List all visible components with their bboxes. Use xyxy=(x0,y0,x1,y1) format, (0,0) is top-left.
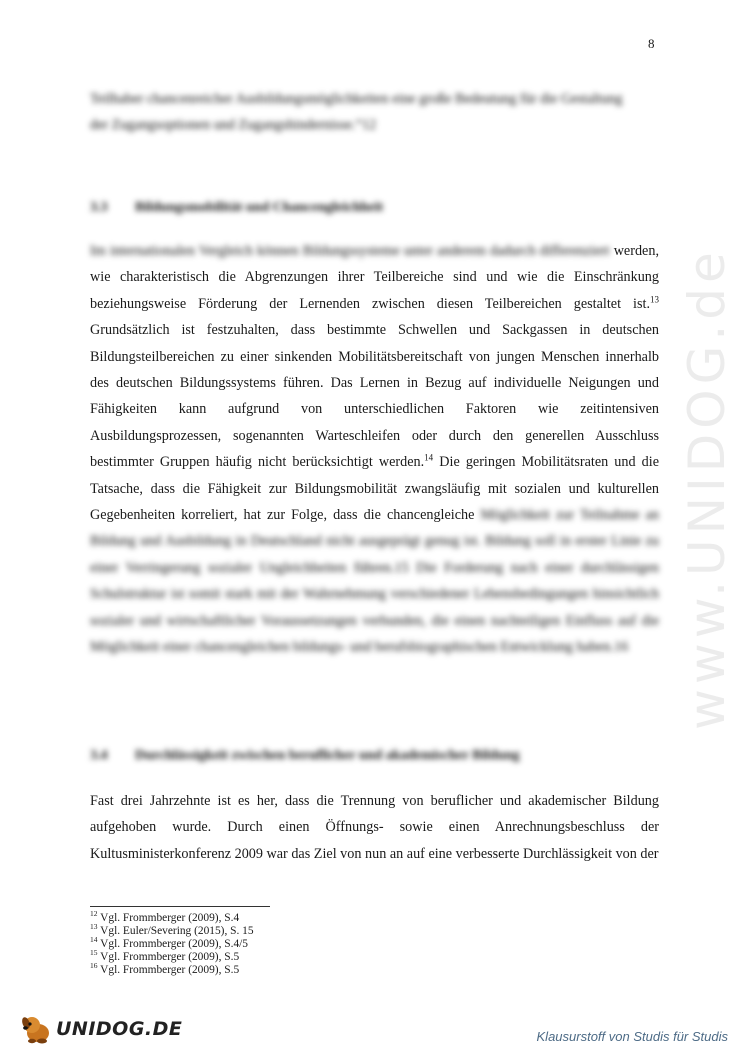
section-number: 3.3 xyxy=(90,200,108,215)
footnote-text: Vgl. Euler/Severing (2015), S. 15 xyxy=(97,925,254,937)
footnote-number: 15 xyxy=(90,948,98,958)
dog-icon xyxy=(20,1014,54,1044)
footnote-text: Vgl. Frommberger (2009), S.5 xyxy=(97,951,240,963)
footnote-number: 12 xyxy=(90,909,98,919)
blurred-remaining-text: Möglichkeit zur Teilnahme an Bildung und Ausbildung in Deutschland nicht ausgeprägt genug ist. Bildung soll in erster Linie zu einer Verringerung sozialer Ungleichheiten führen.15 Die Forderung nach einer durchlässigen Schulstruktur ist somit stark mit der Wahrnehmung verschiedener Lebensbedingungen hinsichtlich sozialer und wirtschaftlicher Voraussetzungen verbunden, die einen nachteiligen Einfluss auf die Möglichkeit einer chancengleichen bildungs- und berufsbiographischen Entwicklung haben.16 xyxy=(90,507,660,656)
blurred-intro-line-2: der Zugangsoptionen und Zugangshindernisse.“12 xyxy=(90,117,377,134)
footnotes xyxy=(90,909,254,977)
section-number: 3.4 xyxy=(90,748,108,763)
visible-text-part-1: werden, wie charakteristisch die Abgrenzungen ihrer Teilbereiche sind und wie die Einschränkung beziehungsweise Förderung der Lernenden zwischen diesen Teilbereichen gestaltet ist. xyxy=(90,243,659,312)
section-title: Durchlässigkeit zwischen beruflicher und akademischer Bildung xyxy=(135,748,520,763)
section-heading-3-4 xyxy=(90,748,650,764)
footnote xyxy=(90,948,254,964)
blurred-first-line: Im internationalen Vergleich können Bildungssysteme unter anderem dadurch differenziert xyxy=(90,243,610,259)
footnote-separator xyxy=(90,906,270,907)
visible-text-part-2: Grundsätzlich ist festzuhalten, dass bestimmte Schwellen und Sackgassen in deutschen Bildungsteilbereichen zu einer sinkenden Mobilitätsbereitschaft von jungen Menschen innerhalb des deutschen Bildungssystems führen. Das Lernen in Bezug auf individuelle Neigungen und Fähigkeiten kann aufgrund von unterschiedlichen Faktoren wie zeitintensiven Ausbildungsprozessen, sogenannten Warteschleifen oder durch den generellen Ausschluss bestimmter Gruppen häufig nicht berücksichtigt werden. xyxy=(90,322,659,471)
unidog-logo[interactable] xyxy=(20,1014,182,1044)
section-3-3-paragraph xyxy=(90,238,659,661)
footnote-number: 14 xyxy=(90,935,98,945)
footnote-ref-14: 14 xyxy=(424,452,434,463)
footnote-text: Vgl. Frommberger (2009), S.5 xyxy=(97,964,240,976)
footnote-text: Vgl. Frommberger (2009), S.4/5 xyxy=(97,938,248,950)
footnote xyxy=(90,909,254,925)
tagline: Klausurstoff von Studis für Studis xyxy=(536,1029,728,1044)
footnote-number: 13 xyxy=(90,922,98,932)
footnote-text: Vgl. Frommberger (2009), S.4 xyxy=(97,912,240,924)
blurred-intro-line-1: Teilhaber chancenreicher Ausbildungsmöglichkeiten eine große Bedeutung für die Gestaltung xyxy=(90,91,623,107)
logo-text: UNIDOG.DE xyxy=(56,1018,183,1040)
footnote-ref-13: 13 xyxy=(650,294,659,305)
footnote-number: 16 xyxy=(90,961,98,971)
watermark: www.UNIDOG.de xyxy=(678,247,736,730)
section-title: Bildungsmobilität und Chancengleichheit xyxy=(135,200,384,215)
section-heading-3-3 xyxy=(90,200,650,216)
footnote xyxy=(90,922,254,938)
footnote xyxy=(90,935,254,951)
section-3-4-paragraph: Fast drei Jahrzehnte ist es her, dass die Trennung von beruflicher und akademischer Bildung aufgehoben wurde. Durch einen Öffnungs- sowie einen Anrechnungsbeschluss der Kultusministerkonferenz 2009 war das Ziel von nun an auf eine verbesserte Durchlässigkeit von der xyxy=(90,793,659,862)
blurred-intro-paragraph xyxy=(90,86,659,139)
visible-text-part-3: Die geringen Mobilitätsraten und die Tatsache, dass die Fähigkeit zur Bildungsmobilität zwangsläufig mit sozialen und kulturellen Gegebenheiten korreliert, hat zur Folge, dass die chancengleiche xyxy=(90,454,659,524)
page-number: 8 xyxy=(648,36,655,51)
footnote xyxy=(90,961,254,977)
